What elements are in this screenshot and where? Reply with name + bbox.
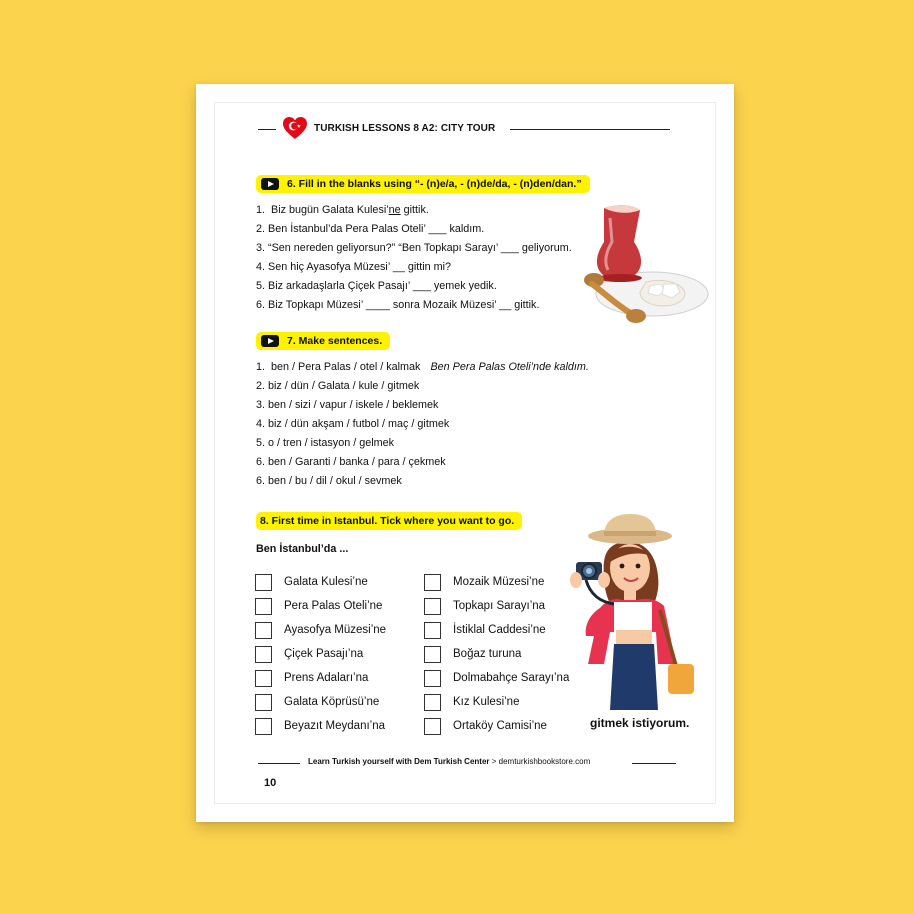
footer-rule-left [258, 763, 300, 764]
checkbox[interactable] [424, 574, 441, 591]
checklist-item[interactable]: Ayasofya Müzesi’ne [255, 618, 386, 642]
checklist-left [255, 570, 386, 738]
list-item: 1. Biz bugün Galata Kulesi’ne gittik. [256, 204, 429, 216]
page-footer [258, 756, 676, 770]
checkbox[interactable] [424, 718, 441, 735]
section-7-title: 7. Make sentences. [256, 332, 390, 350]
list-item: 4. Sen hiç Ayasofya Müzesi’ __ gittin mi? [256, 261, 452, 273]
checkbox[interactable] [255, 670, 272, 687]
section-8-lead: Ben İstanbul’da ... [256, 543, 349, 555]
checkbox[interactable] [255, 694, 272, 711]
checkbox[interactable] [255, 646, 272, 663]
list-item: 5. o / tren / istasyon / gelmek [256, 437, 395, 449]
checklist-item[interactable]: Mozaik Müzesi’ne [424, 570, 569, 594]
list-item: 3. ben / sizi / vapur / iskele / beklemek [256, 399, 439, 411]
list-item: 6. Biz Topkapı Müzesi’ ____ sonra Mozaik Müzesi’ __ gittik. [256, 299, 540, 311]
footer-text: Learn Turkish yourself with Dem Turkish Center > demturkishbookstore.com [308, 757, 591, 766]
checklist-item[interactable]: Boğaz turuna [424, 642, 569, 666]
list-item: 6. ben / Garanti / banka / para / çekmek [256, 456, 446, 468]
video-play-icon [261, 178, 279, 190]
checkbox[interactable] [255, 574, 272, 591]
checkbox[interactable] [424, 646, 441, 663]
list-item: 2. biz / dün / Galata / kule / gitmek [256, 380, 420, 392]
section-6-list [256, 201, 572, 315]
checklist-item[interactable]: İstiklal Caddesi’ne [424, 618, 569, 642]
list-item: 5. Biz arkadaşlarla Çiçek Pasajı’ ___ yemek yedik. [256, 280, 497, 292]
worksheet-page [196, 84, 734, 822]
checkbox[interactable] [424, 622, 441, 639]
checklist-item[interactable]: Galata Kulesi’ne [255, 570, 386, 594]
checkbox[interactable] [255, 622, 272, 639]
example-answer: Ben Pera Palas Oteli’nde kaldım. [430, 361, 589, 373]
checklist-item[interactable]: Beyazıt Meydanı’na [255, 714, 386, 738]
header-rule-left [258, 129, 276, 130]
video-play-icon [261, 335, 279, 347]
list-item: 1. ben / Pera Palas / otel / kalmak Ben Pera Palas Oteli’nde kaldım. [256, 361, 589, 373]
checklist-item[interactable]: Ortaköy Camisi’ne [424, 714, 569, 738]
checklist-right [424, 570, 569, 738]
header-rule-right [510, 129, 670, 130]
checklist-item[interactable]: Dolmabahçe Sarayı’na [424, 666, 569, 690]
answer-underline: ne [388, 204, 401, 216]
checkbox[interactable] [424, 670, 441, 687]
checklist-item[interactable]: Galata Köprüsü’ne [255, 690, 386, 714]
turkish-tea-illustration [574, 202, 710, 330]
list-item: 3. “Sen nereden geliyorsun?” “Ben Topkapı Sarayı’ ___ geliyorum. [256, 242, 572, 254]
checklist-item[interactable]: Prens Adaları’na [255, 666, 386, 690]
tourist-girl-illustration [564, 514, 716, 710]
checklist-item[interactable]: Pera Palas Oteli’ne [255, 594, 386, 618]
turkish-flag-heart-icon [282, 116, 308, 140]
list-item: 6. ben / bu / dil / okul / sevmek [256, 475, 402, 487]
checkbox[interactable] [424, 598, 441, 615]
header-title: TURKISH LESSONS 8 A2: CITY TOUR [314, 123, 496, 134]
checkbox[interactable] [255, 598, 272, 615]
checklist-item[interactable]: Çiçek Pasajı’na [255, 642, 386, 666]
page-header [258, 120, 668, 138]
page-number: 10 [264, 777, 277, 789]
list-item: 4. biz / dün akşam / futbol / maç / gitmek [256, 418, 450, 430]
section-8-title: 8. First time in Istanbul. Tick where you want to go. [256, 512, 522, 530]
checklist-item[interactable]: Topkapı Sarayı’na [424, 594, 569, 618]
checkbox[interactable] [424, 694, 441, 711]
section-6-title: 6. Fill in the blanks using “- (n)e/a, - (n)de/da, - (n)den/dan.” [256, 175, 590, 193]
checklist-item[interactable]: Kız Kulesi’ne [424, 690, 569, 714]
list-item: 2. Ben İstanbul’da Pera Palas Oteli’ ___ kaldım. [256, 223, 485, 235]
section-7-list [256, 358, 589, 491]
section-8-ending: gitmek istiyorum. [590, 716, 690, 730]
checkbox[interactable] [255, 718, 272, 735]
footer-rule-right [632, 763, 676, 764]
